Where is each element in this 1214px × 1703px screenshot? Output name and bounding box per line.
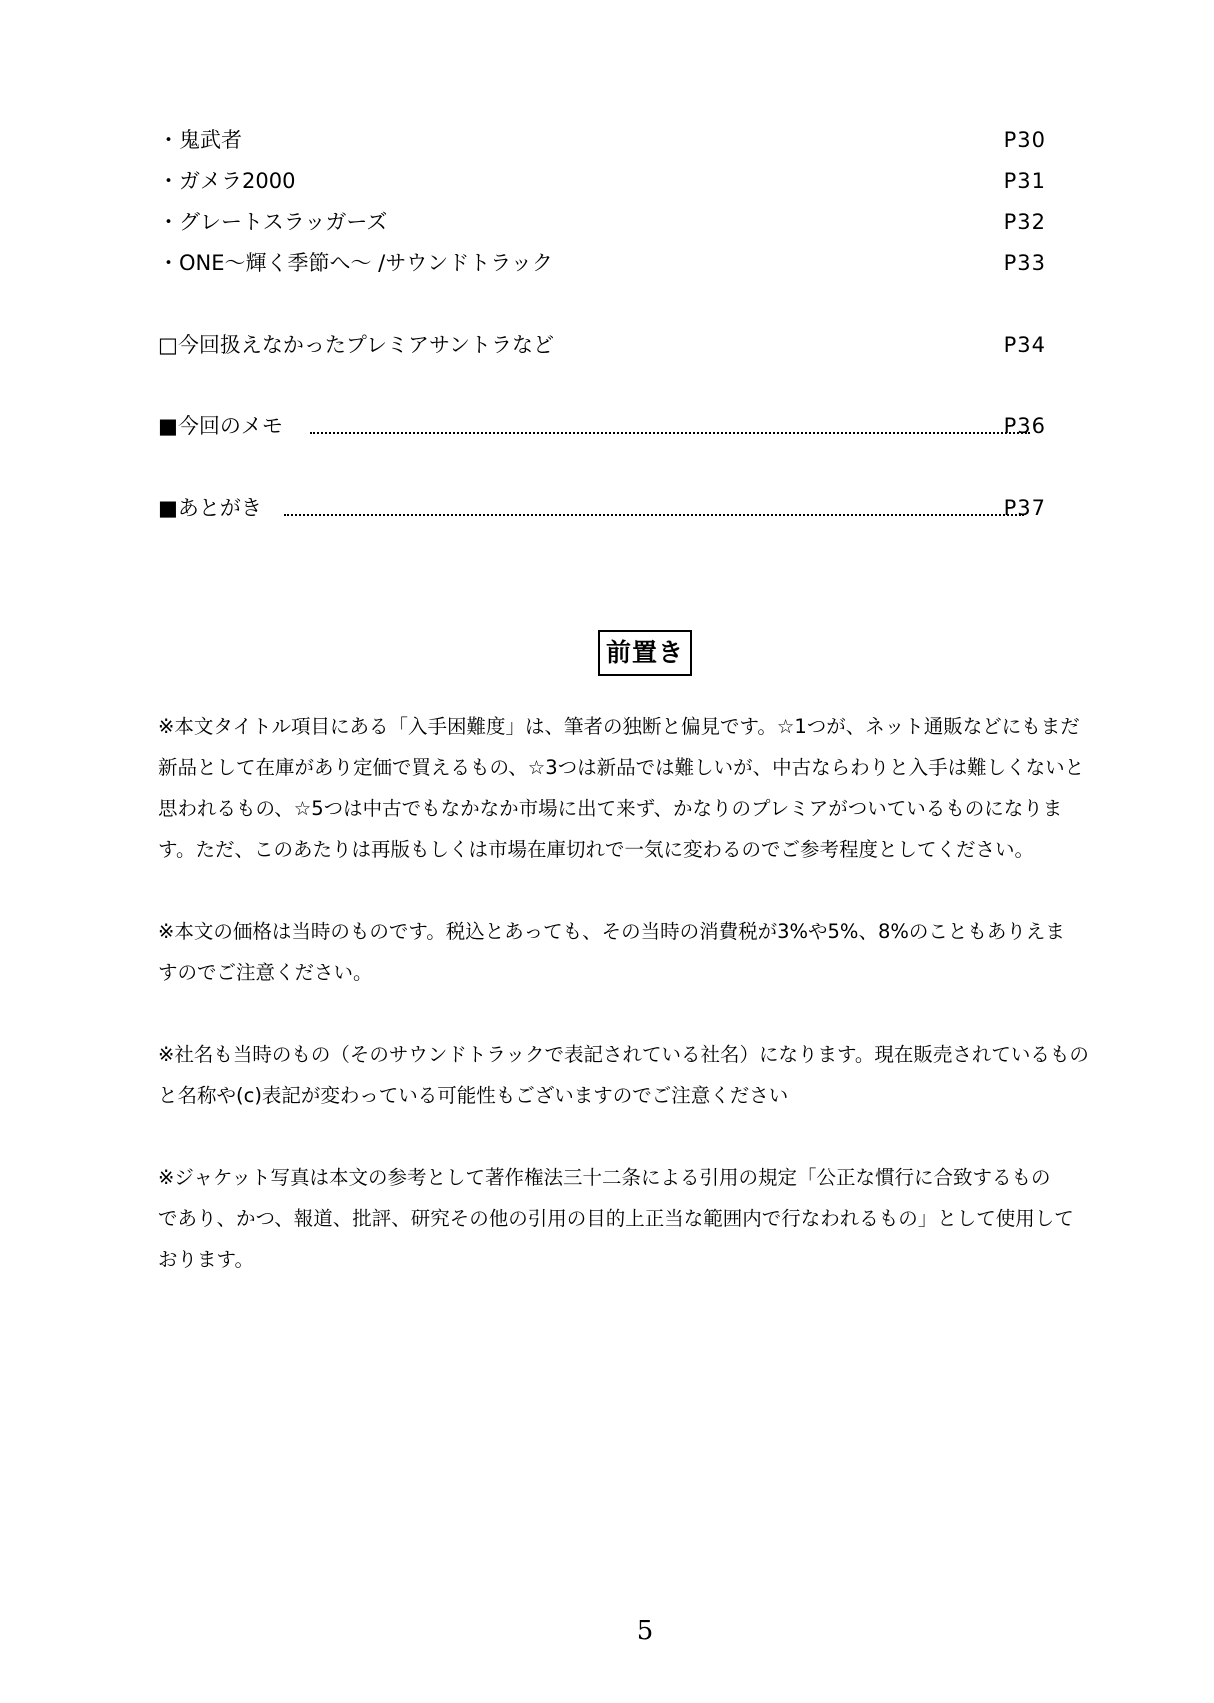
toc-item-gamera-2000 [158,161,1056,202]
dot-leader [284,514,1024,516]
toc-item-label: ・鬼武者 [158,128,242,152]
toc-spacer [158,284,1056,325]
toc-item-label: ・ガメラ2000 [158,169,296,193]
toc-spacer [158,366,1056,406]
preface-line: 思われるもの、☆5つは中古でもなかなか市場に出て来ず、かなりのプレミアがついているものになりま [158,797,1063,820]
toc-item-onimusha [158,120,1056,161]
toc-item-page: P37 [1003,496,1046,520]
toc-item-page: P33 [1003,251,1046,275]
toc-item-page: P31 [1003,169,1046,193]
preface-line: 新品として在庫があり定価で買えるもの、☆3つは新品では難しいが、中古ならわりと入手は難しくないと [158,756,1085,779]
preface-line: す。ただ、このあたりは再版もしくは市場在庫切れで一気に変わるのでご参考程度としてください。 [158,838,1034,861]
toc-item-label: ■あとがき [158,496,262,520]
table-of-contents [158,120,1056,529]
preface-line: おります。 [158,1248,254,1271]
toc-item-label: ■今回のメモ [158,414,283,438]
preface-heading: 前置き [598,630,692,676]
preface-line: であり、かつ、報道、批評、研究その他の引用の目的上正当な範囲内で行なわれるもの」として使用して [158,1207,1074,1230]
preface-body [158,706,1138,1321]
toc-item-page: P32 [1003,210,1046,234]
toc-item-memo [158,406,1056,447]
toc-item-page: P30 [1003,128,1046,152]
preface-line: ※本文タイトル項目にある「入手困難度」は、筆者の独断と偏見です。☆1つが、ネット通販などにもまだ [158,715,1080,738]
toc-item-label: ・ONE～輝く季節へ～ /サウンドトラック [158,251,553,275]
preface-line: ※本文の価格は当時のものです。税込とあっても、その当時の消費税が3%や5%、8%のこともありえま [158,920,1065,943]
toc-item-page: P34 [1003,333,1046,357]
toc-item-one-soundtrack [158,243,1056,284]
preface-line: と名称や(c)表記が変わっている可能性もございますのでご注意ください [158,1084,789,1107]
toc-item-page: P36 [1003,414,1046,438]
toc-item-label: ・グレートスラッガーズ [158,210,388,234]
toc-item-premium-soundtracks [158,325,1056,366]
preface-line: ※ジャケット写真は本文の参考として著作権法三十二条による引用の規定「公正な慣行に合致するもの [158,1166,1051,1189]
dot-leader [310,432,1030,434]
toc-item-afterword [158,488,1056,529]
toc-item-label: □今回扱えなかったプレミアサントラなど [158,333,554,357]
preface-paragraph-company-names [158,1034,1138,1116]
toc-item-great-sluggers [158,202,1056,243]
preface-paragraph-price [158,911,1138,993]
preface-line: すのでご注意ください。 [158,961,373,984]
preface-paragraph-copyright [158,1157,1138,1280]
preface-line: ※社名も当時のもの（そのサウンドトラックで表記されている社名）になります。現在販売されているもの [158,1043,1089,1066]
preface-paragraph-difficulty [158,706,1138,870]
page-number: 5 [636,1616,654,1646]
toc-spacer [158,447,1056,488]
